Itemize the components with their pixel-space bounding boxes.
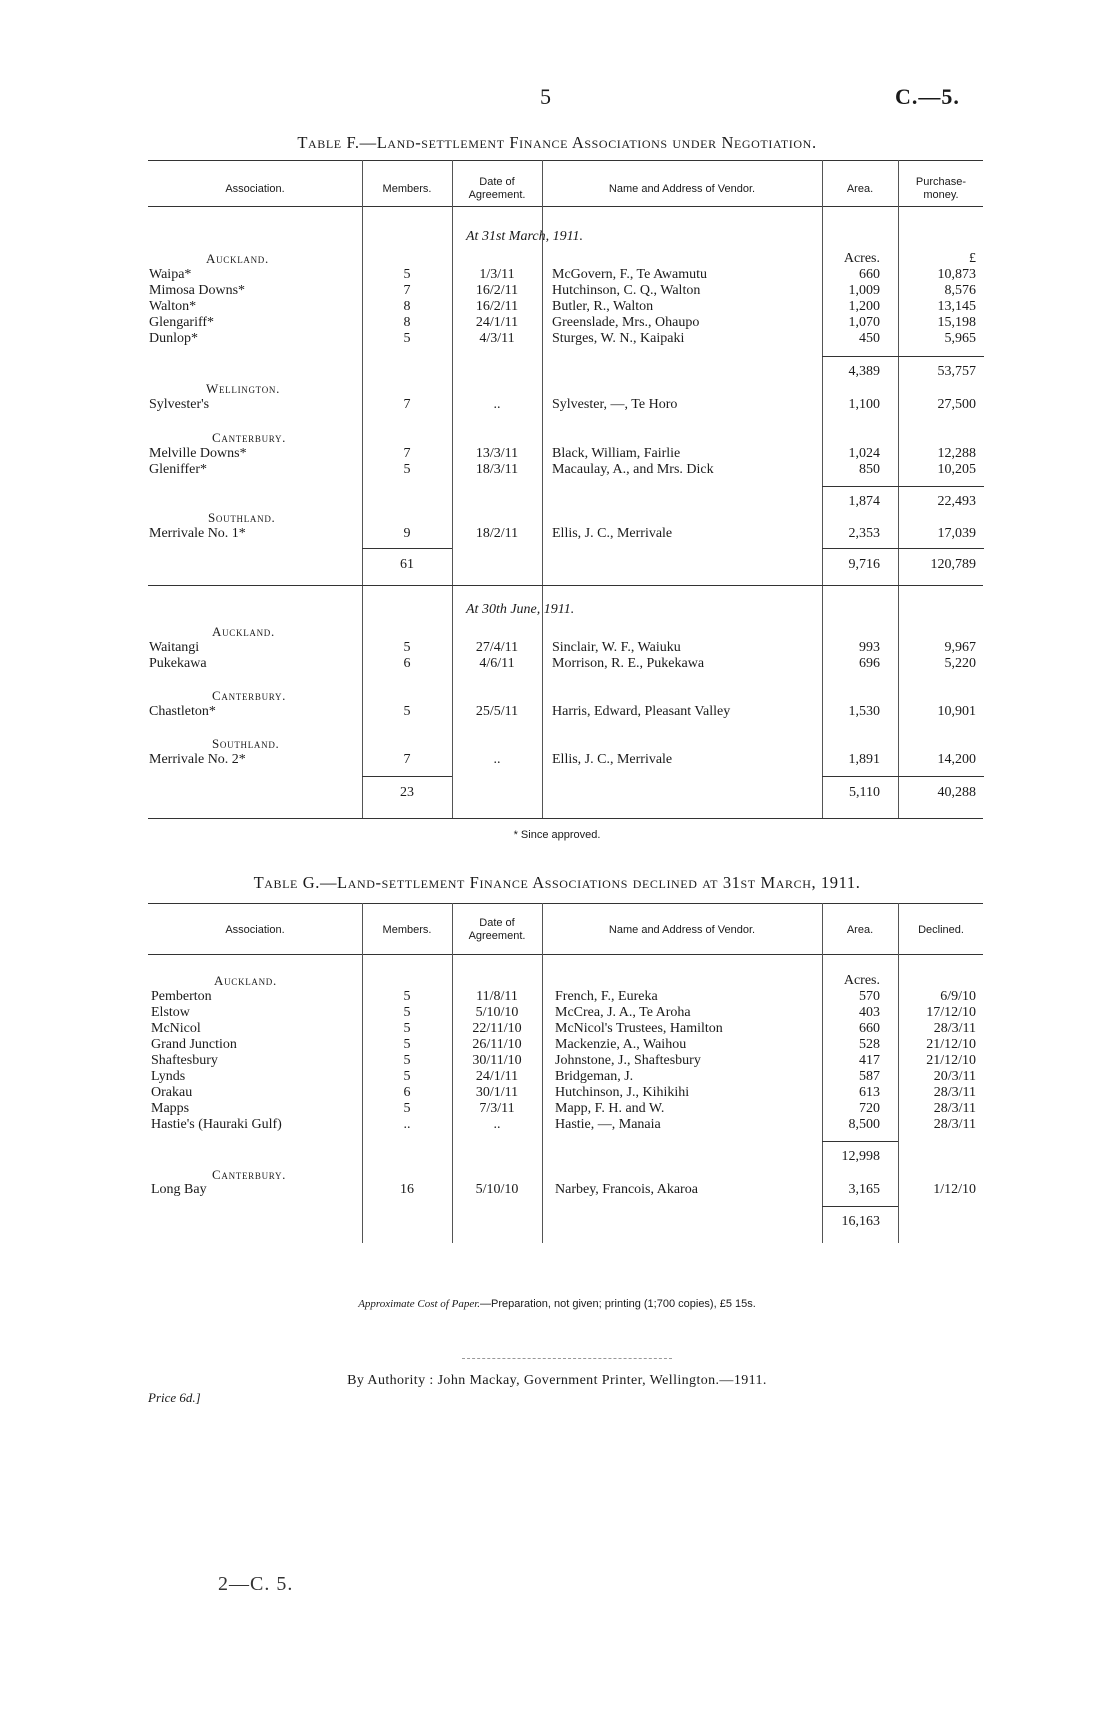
table-f-title: Table F.—Land-settlement Finance Associations under Negotiation. [297,133,817,152]
col-header-members: Members. [382,183,432,195]
table-row: Lynds 5 24/1/11 Bridgeman, J. 587 20/3/11 [151,1069,976,1084]
table-row: Pukekawa 6 4/6/11 Morrison, R. E., Pukekawa 696 5,220 [149,656,976,671]
region-heading: Canterbury. [212,430,287,445]
col-header-association: Association. [225,924,285,936]
units-area: Acres. [843,973,880,988]
table-row: Waipa* 5 1/3/11 McGovern, F., Te Awamutu 660 10,873 [149,267,976,282]
table-g-top-rule [148,903,983,904]
col-header-date-line1: Date of [479,917,515,929]
subtotal-rule [822,1141,898,1142]
region-heading: Auckland. [206,251,269,266]
table-f-header-rule [148,206,983,207]
table-row: Waitangi 5 27/4/11 Sinclair, W. F., Waiuku 993 9,967 [149,640,976,655]
footnote: * Since approved. [513,829,601,841]
subtotal-rule [822,486,984,487]
subtotal-row: 1,874 22,493 [848,494,976,509]
region-heading: Southland. [212,736,280,751]
col-header-association: Association. [225,183,285,195]
table-row: Walton* 8 16/2/11 Butler, R., Walton 1,200 13,145 [149,299,976,314]
region-heading: Wellington. [206,381,281,396]
table-row: Grand Junction 5 26/11/10 Mackenzie, A., Waihou 528 21/12/10 [151,1037,976,1052]
table-row: McNicol 5 22/11/10 McNicol's Trustees, Hamilton 660 28/3/11 [151,1021,976,1036]
separator-rule [462,1358,672,1359]
table-row: Mapps 5 7/3/11 Mapp, F. H. and W. 720 28/3/11 [151,1101,976,1116]
units-money: £ [969,251,976,266]
table-row: Sylvester's 7 .. Sylvester, —, Te Horo 1,100 27,500 [149,397,976,412]
table-row: Merrivale No. 2* 7 .. Ellis, J. C., Merrivale 1,891 14,200 [149,752,976,767]
section-rule [148,585,983,586]
col-header-area: Area. [846,924,874,936]
table-row: Gleniffer* 5 18/3/11 Macaulay, A., and Mrs. Dick 850 10,205 [149,462,976,477]
table-row: Orakau 6 30/1/11 Hutchinson, J., Kihikihi 613 28/3/11 [151,1085,976,1100]
total-rule [362,776,452,777]
col-header-area: Area. [846,183,874,195]
total-rule [822,776,984,777]
col-header-vendor: Name and Address of Vendor. [608,183,756,195]
table-row: Mimosa Downs* 7 16/2/11 Hutchinson, C. Q., Walton 1,009 8,576 [149,283,976,298]
table-g-title: Table G.—Land-settlement Finance Associations declined at 31st March, 1911. [253,873,861,892]
subtotal-row: 4,389 53,757 [848,364,976,379]
table-row: Melville Downs* 7 13/3/11 Black, William, Fairlie 1,024 12,288 [149,446,976,461]
col-header-purchase-line2: money. [923,189,959,201]
sheet-mark: 2—C. 5. [218,1573,294,1595]
total-rule [362,548,452,549]
col-header-declined: Declined. [918,924,964,936]
total-row: 23 5,110 40,288 [400,785,976,800]
region-heading: Canterbury. [212,1167,287,1182]
col-header-purchase-money [898,176,984,202]
table-row: Long Bay 16 5/10/10 Narbey, Francois, Akaroa 3,165 1/12/10 [151,1182,976,1197]
printer-imprint: By Authority : John Mackay, Government Printer, Wellington.—1911. [347,1373,767,1388]
section-heading: At 31st March, 1911. [466,229,584,244]
section-heading: At 30th June, 1911. [466,602,575,617]
region-heading: Canterbury. [212,688,287,703]
col-header-vendor: Name and Address of Vendor. [608,924,756,936]
table-f-top-rule [148,160,983,161]
col-header-purchase-line1: Purchase- [915,176,967,188]
col-header-date [452,176,542,202]
col-header-date [452,917,542,943]
subtotal-row: 12,998 [841,1149,880,1164]
table-row: Shaftesbury 5 30/11/10 Johnstone, J., Shaftesbury 417 21/12/10 [151,1053,976,1068]
subtotal-rule [822,356,984,357]
table-row: Merrivale No. 1* 9 18/2/11 Ellis, J. C., Merrivale 2,353 17,039 [149,526,976,541]
total-rule [822,548,984,549]
col-header-date-line1: Date of [479,176,515,188]
col-header-date-line2: Agreement. [468,930,526,942]
units-area: Acres. [843,251,880,266]
page-number: 5 [540,84,551,109]
cost-of-paper-label: Approximate Cost of Paper. [358,1298,481,1310]
col-header-members: Members. [382,924,432,936]
total-row: 16,163 [841,1214,880,1229]
table-g-header-rule [148,954,983,955]
table-row: Dunlop* 5 4/3/11 Sturges, W. N., Kaipaki 450 5,965 [149,331,976,346]
table-row: Hastie's (Hauraki Gulf) .. .. Hastie, —, Manaia 8,500 28/3/11 [151,1117,976,1132]
region-heading: Southland. [208,510,276,525]
table-f-bottom-rule [148,818,983,819]
col-header-date-line2: Agreement. [468,189,526,201]
document-reference: C.—5. [895,84,960,109]
table-row: Glengariff* 8 24/1/11 Greenslade, Mrs., Ohaupo 1,070 15,198 [149,315,976,330]
table-row: Chastleton* 5 25/5/11 Harris, Edward, Pleasant Valley 1,530 10,901 [149,704,976,719]
cost-of-paper-note [0,1298,1114,1310]
region-heading: Auckland. [214,973,277,988]
table-row: Elstow 5 5/10/10 McCrea, J. A., Te Aroha 403 17/12/10 [151,1005,976,1020]
total-rule [822,1206,898,1207]
cost-of-paper-text: —Preparation, not given; printing (1;700 copies), £5 15s. [480,1298,756,1310]
total-row: 61 9,716 120,789 [400,557,976,572]
table-row: Pemberton 5 11/8/11 French, F., Eureka 570 6/9/10 [151,989,976,1004]
region-heading: Auckland. [212,624,275,639]
price: Price 6d.] [148,1390,201,1405]
